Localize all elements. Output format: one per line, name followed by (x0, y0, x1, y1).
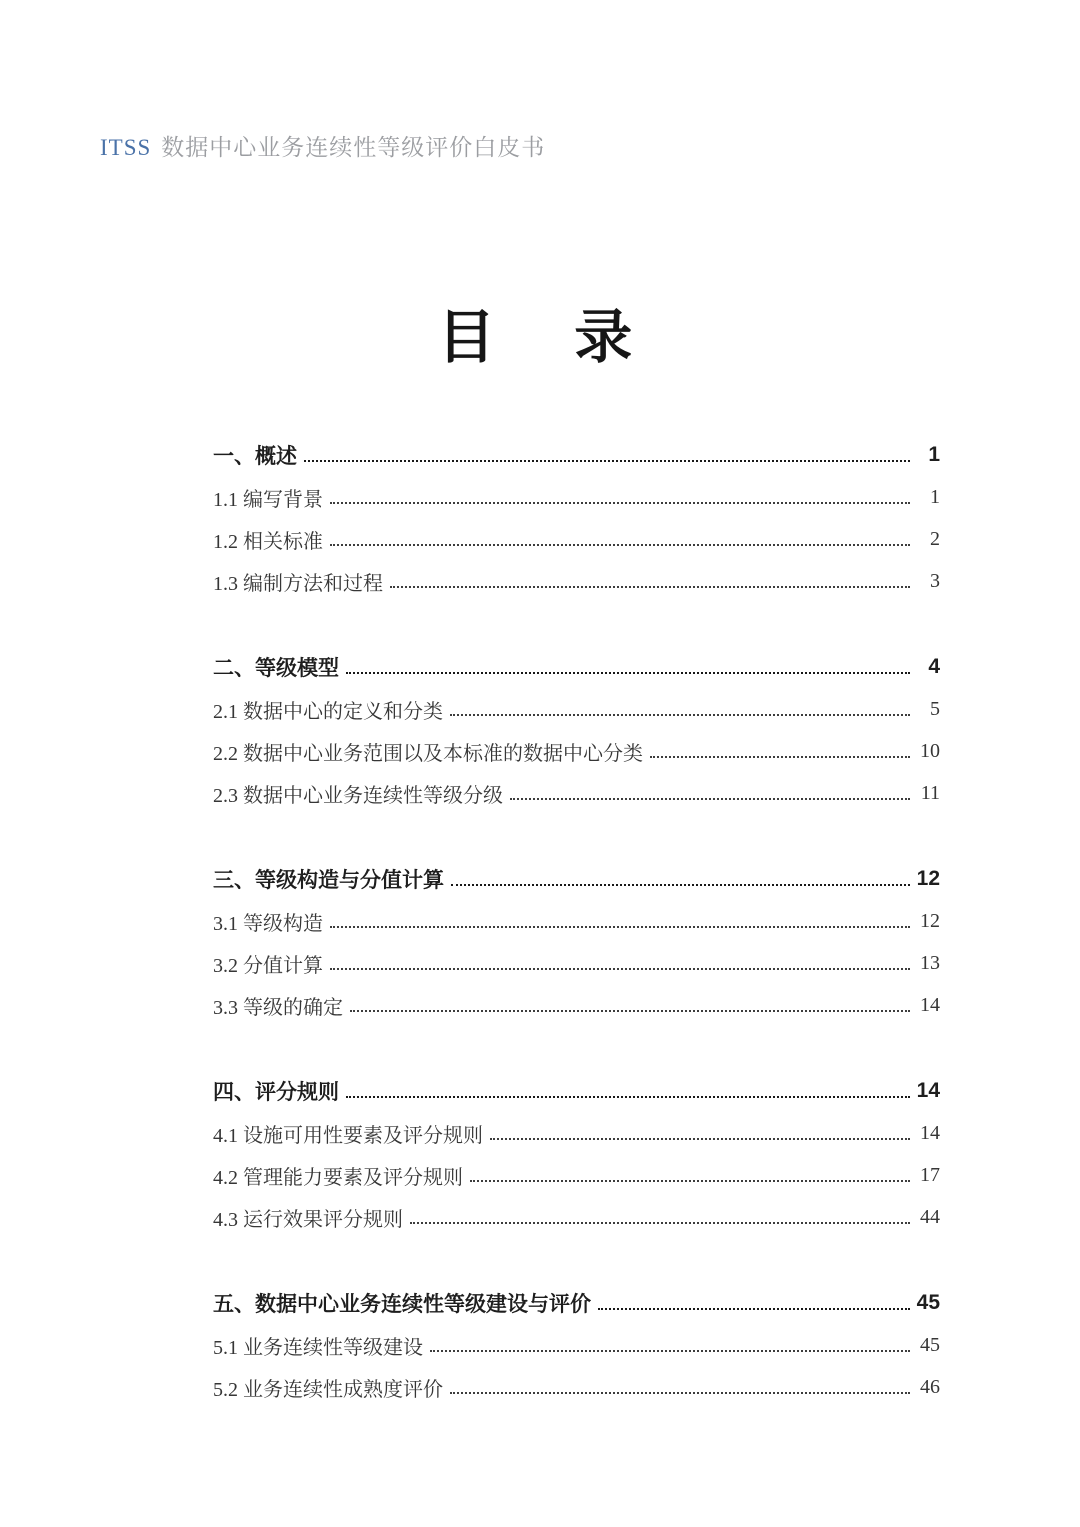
toc-entry-label: 3.1 等级构造 (213, 912, 323, 935)
toc-entry-page: 11 (920, 781, 940, 804)
toc-entry (213, 772, 940, 814)
toc-entry-label: 3.3 等级的确定 (213, 996, 343, 1019)
toc-entry-page: 2 (930, 527, 940, 550)
toc-entry-label: 四、评分规则 (213, 1081, 339, 1104)
toc-section (213, 646, 940, 814)
toc-entry-page: 44 (920, 1205, 940, 1228)
toc-section (213, 858, 940, 1026)
toc-entry-label: 3.2 分值计算 (213, 954, 323, 977)
toc-section (213, 1282, 940, 1408)
toc-section-heading (213, 434, 940, 476)
dot-leader (350, 1010, 910, 1012)
dot-leader (330, 544, 910, 546)
dot-leader (346, 672, 910, 674)
toc-entry (213, 1154, 940, 1196)
dot-leader (390, 586, 910, 588)
toc-entry (213, 476, 940, 518)
toc-entry-page: 13 (920, 951, 940, 974)
toc-entry (213, 518, 940, 560)
toc-section-heading (213, 646, 940, 688)
toc-entry-page: 5 (930, 697, 940, 720)
toc-entry-page: 17 (920, 1163, 940, 1186)
toc-entry-label: 1.2 相关标准 (213, 530, 323, 553)
toc-entry-page: 4 (928, 655, 940, 678)
toc-entry-page: 1 (930, 485, 940, 508)
toc-entry-label: 一、概述 (213, 445, 297, 468)
dot-leader (470, 1180, 910, 1182)
toc-entry-page: 10 (920, 739, 940, 762)
toc-entry-label: 4.3 运行效果评分规则 (213, 1208, 403, 1231)
toc-entry-page: 46 (920, 1375, 940, 1398)
dot-leader (598, 1308, 910, 1310)
toc-entry-label: 2.2 数据中心业务范围以及本标准的数据中心分类 (213, 742, 643, 765)
toc-entry-label: 4.2 管理能力要素及评分规则 (213, 1166, 463, 1189)
toc-entry-page: 45 (920, 1333, 940, 1356)
toc-entry (213, 1112, 940, 1154)
toc-section (213, 434, 940, 602)
dot-leader (450, 714, 910, 716)
toc-entry-label: 二、等级模型 (213, 657, 339, 680)
dot-leader (650, 756, 910, 758)
dot-leader (346, 1096, 910, 1098)
toc-title: 目 录 (437, 305, 643, 370)
header-title: 数据中心业务连续性等级评价白皮书 (161, 134, 546, 160)
toc-entry (213, 1324, 940, 1366)
dot-leader (330, 502, 910, 504)
dot-leader (510, 798, 910, 800)
dot-leader (330, 968, 910, 970)
toc-entry (213, 942, 940, 984)
toc-entry-page: 1 (928, 443, 940, 466)
toc-entry-label: 1.1 编写背景 (213, 488, 323, 511)
toc-entry-label: 五、数据中心业务连续性等级建设与评价 (213, 1293, 591, 1316)
dot-leader (304, 460, 910, 462)
toc-section-heading (213, 858, 940, 900)
toc-entry-page: 14 (920, 993, 940, 1016)
toc-entry (213, 560, 940, 602)
toc-entry-label: 5.2 业务连续性成熟度评价 (213, 1378, 443, 1401)
document-header (100, 132, 545, 163)
toc-entry (213, 984, 940, 1026)
header-brand: ITSS (100, 135, 152, 160)
dot-leader (430, 1350, 910, 1352)
toc-entry-label: 2.1 数据中心的定义和分类 (213, 700, 443, 723)
toc-entry-page: 12 (920, 909, 940, 932)
toc-entry-page: 14 (916, 1079, 940, 1102)
toc-entry-label: 三、等级构造与分值计算 (213, 869, 444, 892)
toc-entry-label: 2.3 数据中心业务连续性等级分级 (213, 784, 503, 807)
toc-section-heading (213, 1070, 940, 1112)
toc-entry (213, 1196, 940, 1238)
toc-entry-page: 3 (930, 569, 940, 592)
toc-entry-label: 1.3 编制方法和过程 (213, 572, 383, 595)
dot-leader (410, 1222, 910, 1224)
dot-leader (330, 926, 910, 928)
toc-entry-label: 5.1 业务连续性等级建设 (213, 1336, 423, 1359)
toc-list (213, 434, 940, 1408)
toc-entry-page: 12 (916, 867, 940, 890)
dot-leader (490, 1138, 910, 1140)
dot-leader (450, 1392, 910, 1394)
toc-entry-label: 4.1 设施可用性要素及评分规则 (213, 1124, 483, 1147)
toc-entry (213, 900, 940, 942)
toc-section (213, 1070, 940, 1238)
toc-entry (213, 688, 940, 730)
toc-section-heading (213, 1282, 940, 1324)
toc-entry-page: 45 (916, 1291, 940, 1314)
toc-entry (213, 730, 940, 772)
dot-leader (451, 884, 910, 886)
toc-entry-page: 14 (920, 1121, 940, 1144)
toc-entry (213, 1366, 940, 1408)
